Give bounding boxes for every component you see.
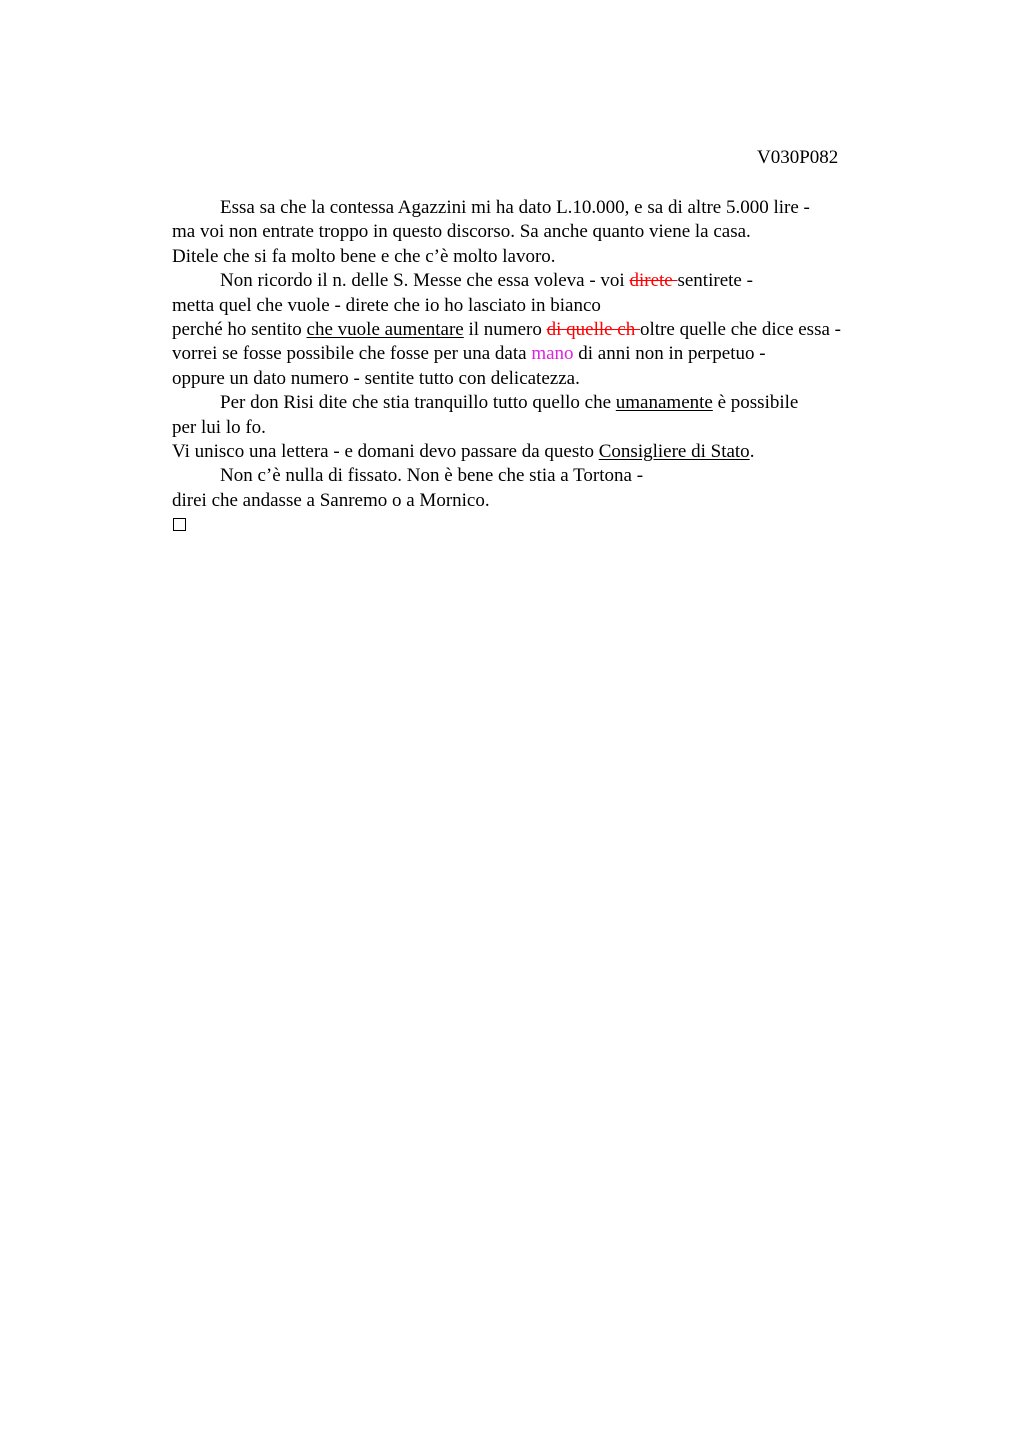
text-span: di anni non in perpetuo - bbox=[573, 343, 766, 365]
text-span: il numero bbox=[463, 318, 547, 340]
text-span: Vi unisco una lettera - e domani devo passare da questo bbox=[172, 440, 599, 462]
text-line bbox=[172, 416, 912, 440]
text-line bbox=[172, 391, 912, 415]
text-line bbox=[172, 464, 912, 488]
text-span: Essa sa che la contessa Agazzini mi ha dato L.10.000, e sa di altre 5.000 lire - bbox=[220, 197, 810, 218]
text-line bbox=[172, 294, 912, 318]
letter-body bbox=[172, 196, 912, 531]
text-span: metta quel che vuole - direte che io ho lasciato in bianco bbox=[172, 294, 601, 316]
underlined-text: Consigliere di Stato bbox=[598, 440, 750, 462]
text-line bbox=[172, 367, 912, 391]
text-span: per lui lo fo. bbox=[172, 416, 266, 438]
text-line bbox=[172, 196, 912, 220]
text-span: ma voi non entrate troppo in questo discorso. Sa anche quanto viene la casa. bbox=[172, 221, 751, 243]
text-span: oppure un dato numero - sentite tutto con delicatezza. bbox=[172, 367, 580, 389]
text-span: sentirete - bbox=[677, 270, 753, 292]
deleted-text: di quelle ch bbox=[546, 318, 640, 340]
text-line bbox=[172, 440, 912, 464]
text-span: perché ho sentito bbox=[172, 318, 307, 340]
text-span: . bbox=[749, 440, 755, 462]
text-span: Non ricordo il n. delle S. Messe che essa voleva - voi bbox=[220, 270, 630, 292]
text-span: è possibile bbox=[712, 392, 799, 414]
text-span: oltre quelle che dice essa - bbox=[640, 318, 841, 340]
text-line bbox=[172, 220, 912, 244]
text-line bbox=[172, 489, 912, 513]
inserted-text: mano bbox=[531, 343, 574, 365]
text-line bbox=[172, 269, 912, 293]
text-span: vorrei se fosse possibile che fosse per una data bbox=[172, 343, 532, 365]
text-span: Non c’è nulla di fissato. Non è bene che stia a Tortona - bbox=[220, 465, 644, 487]
text-line bbox=[172, 342, 912, 366]
text-span: direi che andasse a Sanremo o a Mornico. bbox=[172, 489, 490, 511]
text-span: Ditele che si fa molto bene e che c’è molto lavoro. bbox=[172, 245, 556, 267]
empty-box-icon bbox=[173, 518, 186, 531]
text-line bbox=[172, 245, 912, 269]
page-id: V030P082 bbox=[757, 147, 839, 168]
text-line bbox=[172, 318, 912, 342]
deleted-text: direte bbox=[629, 270, 678, 292]
underlined-text: umanamente bbox=[615, 392, 713, 414]
text-span: Per don Risi dite che stia tranquillo tutto quello che bbox=[220, 392, 616, 414]
underlined-text: che vuole aumentare bbox=[306, 318, 464, 340]
